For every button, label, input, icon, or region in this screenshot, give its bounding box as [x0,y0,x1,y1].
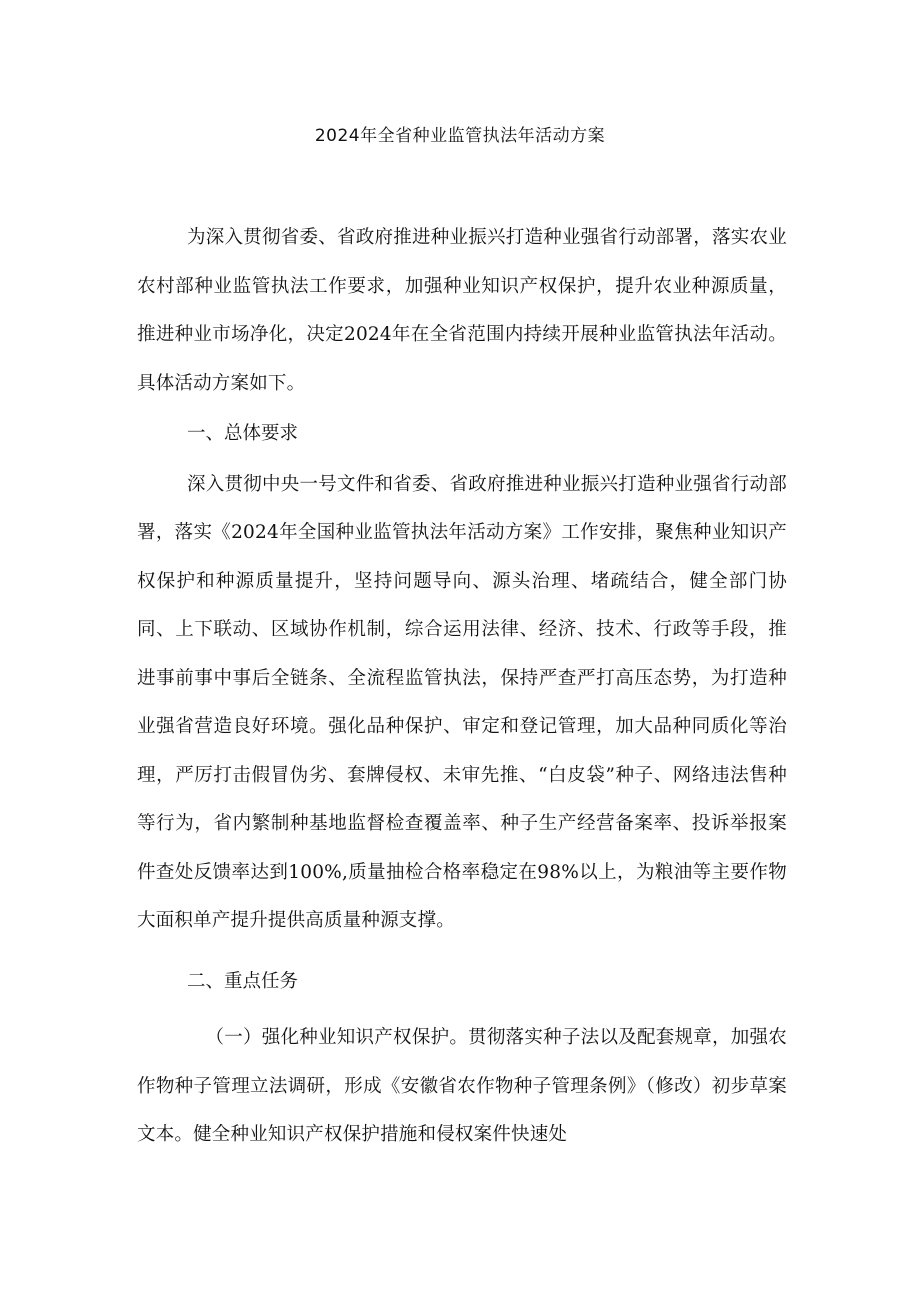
section-1-paragraph: 深入贯彻中央一号文件和省委、省政府推进种业振兴打造种业强省行动部署，落实《2024年全国种业监管执法年活动方案》工作安排，聚焦种业知识产权保护和种源质量提升，坚持问题导向、源头治理、堵疏结合，健全部门协同、上下联动、区域协作机制，综合运用法律、经济、技术、行政等手段，推进事前事中事后全链条、全流程监管执法，保持严查严打高压态势，为打造种业强省营造良好环境。强化品种保护、审定和登记管理，加大品种同质化等治理，严厉打击假冒伪劣、套牌侵权、未审先推、“白皮袋”种子、网络违法售种等行为，省内繁制种基地监督检查覆盖率、种子生产经营备案率、投诉举报案件查处反馈率达到100%,质量抽检合格率稳定在98%以上，为粮油等主要作物大面积单产提升提供高质量种源支撑。 [137,473,787,931]
section-1-heading: 一、总体要求 [186,423,298,444]
section-2-item-1-paragraph: （一）强化种业知识产权保护。贯彻落实种子法以及配套规章，加强农作物种子管理立法调研，形成《安徽省农作物种子管理条例》（修改）初步草案文本。健全种业知识产权保护措施和侵权案件快速处 [137,1027,787,1145]
section-2-heading: 二、重点任务 [186,970,298,992]
intro-paragraph: 为深入贯彻省委、省政府推进种业振兴打造种业强省行动部署，落实农业农村部种业监管执法工作要求，加强种业知识产权保护，提升农业种源质量，推进种业市场净化，决定2024年在全省范围内持续开展种业监管执法年活动。具体活动方案如下。 [137,227,787,394]
document-body [137,214,787,1160]
document-title: 2024年全省种业监管执法年活动方案 [314,126,606,146]
